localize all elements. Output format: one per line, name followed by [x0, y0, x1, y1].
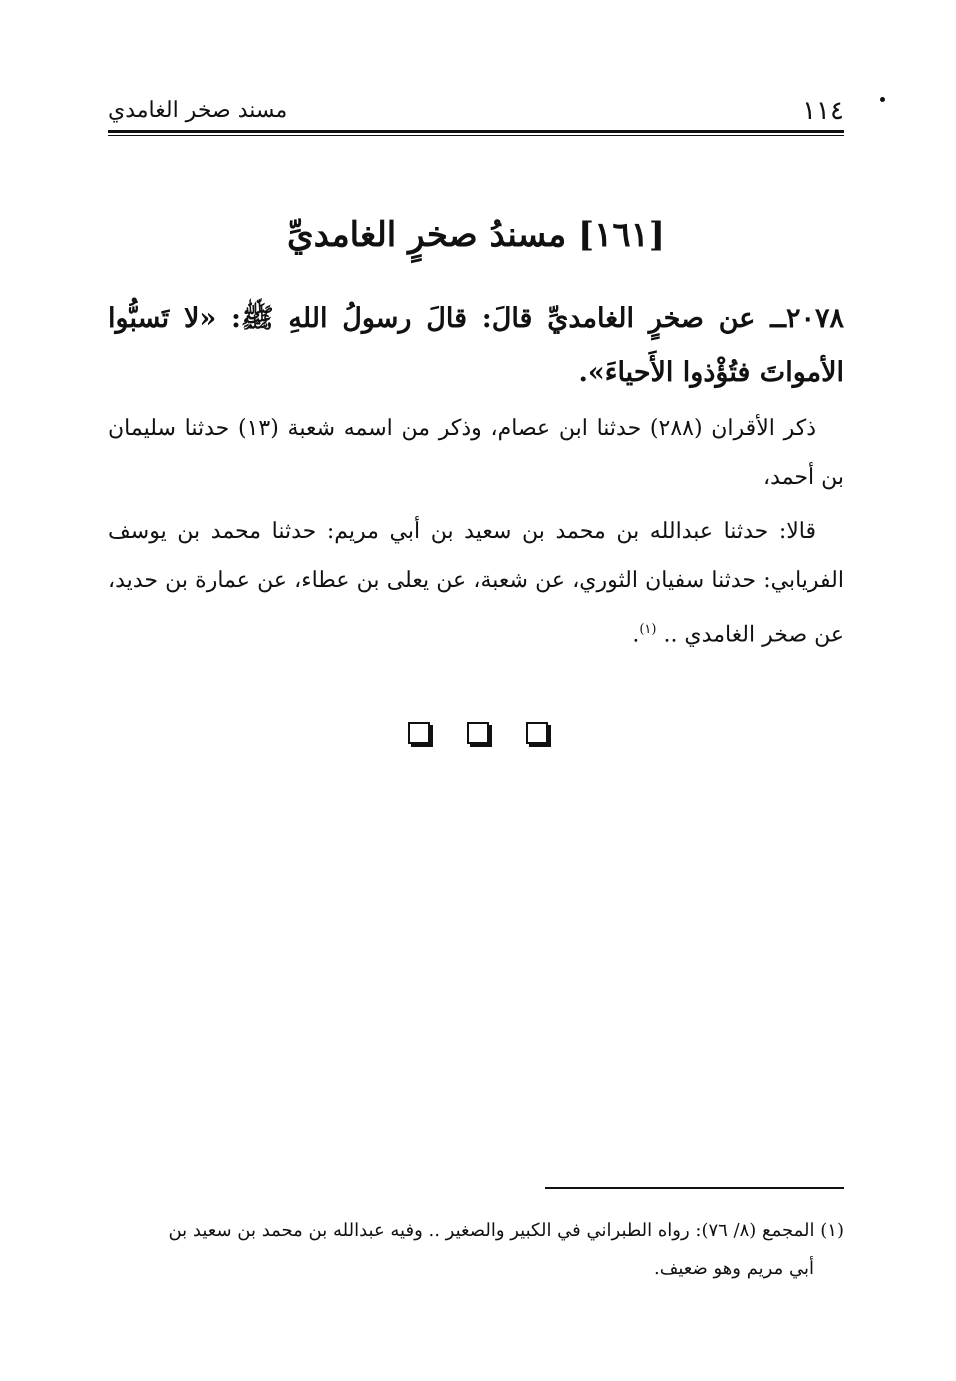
paragraph-2: [108, 507, 844, 659]
running-title: مسند صخر الغامدي: [108, 98, 288, 123]
footnote-line-2: أبي مريم وهو ضعيف.: [654, 1258, 814, 1279]
square-ornament-icon: [467, 722, 489, 744]
footnote: [108, 1212, 844, 1288]
stray-ink-dot: [880, 97, 885, 102]
footnote-rule: [545, 1187, 844, 1189]
footnote-reference: (١): [639, 622, 657, 637]
hadith-text: ٢٠٧٨ــ عن صخرٍ الغامديِّ قالَ: قالَ رسولُ اللهِ ﷺ: «لا تَسبُّوا الأمواتَ فتُؤْذوا الأَحياءَ».: [108, 303, 844, 388]
page-number: ١١٤: [802, 96, 844, 126]
header-rule-thick: [108, 130, 844, 133]
page-header: [108, 92, 844, 132]
square-ornament-icon: [408, 722, 430, 744]
header-rule-thin: [108, 135, 844, 136]
section-separator: [0, 722, 956, 744]
footnote-line-1: (١) المجمع (٨/ ٧٦): رواه الطبراني في الكبير والصغير .. وفيه عبدالله بن محمد بن سعيد بن: [168, 1220, 844, 1241]
paragraph-2-end: .: [632, 622, 640, 648]
paragraph-2-text: قالا: حدثنا عبدالله بن محمد بن سعيد بن أبي مريم: حدثنا محمد بن يوسف الفريابي: حدثنا سفيان الثوري، عن شعبة، عن يعلى بن عطاء، عن عمارة بن حديد، عن صخر الغامدي ..: [108, 519, 844, 648]
section-title: [١٦١] مسندُ صخرٍ الغامديِّ: [287, 215, 665, 255]
square-ornament-icon: [526, 722, 548, 744]
paragraph-1: ذكر الأقران (٢٨٨) حدثنا ابن عصام، وذكر من اسمه شعبة (١٣) حدثنا سليمان بن أحمد،: [108, 416, 844, 490]
